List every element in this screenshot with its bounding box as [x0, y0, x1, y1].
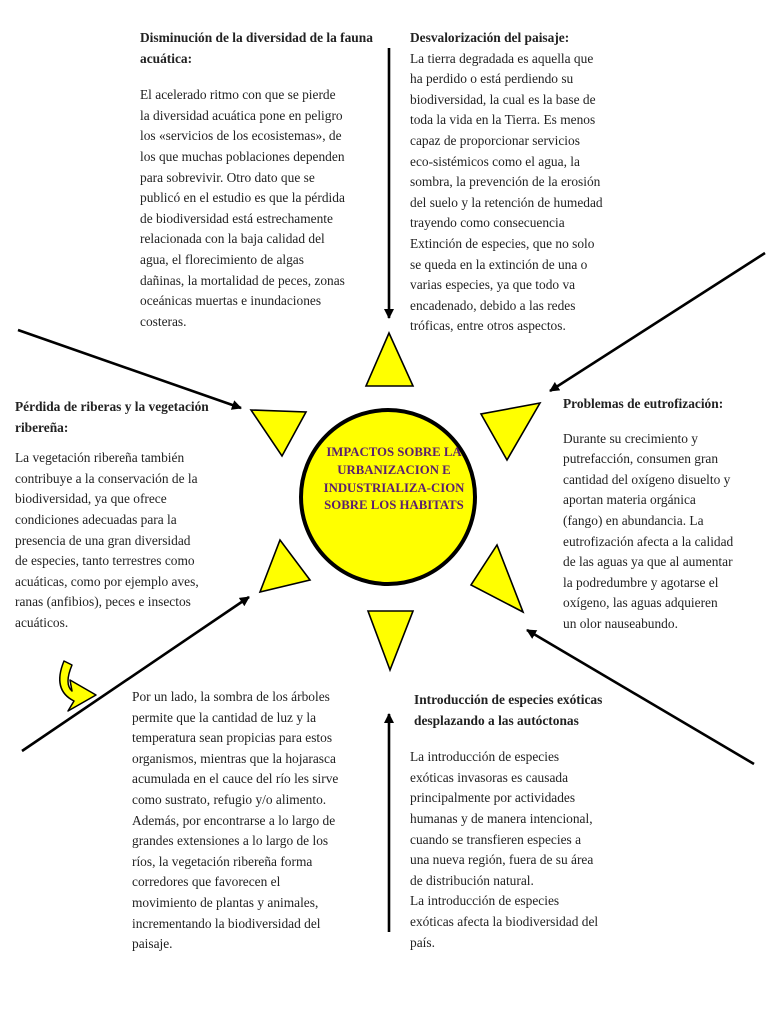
section-eutrophication-heading: Problemas de eutrofización: [563, 396, 724, 411]
sun-ray-upper-left [251, 410, 306, 456]
section-eutrophication-body: Durante su crecimiento y putrefacción, consumen gran cantidad del oxígeno disuelto y aportan materia orgánica (fango) en abundancia. La eutrofización afecta a la calidad de las aguas ya que al aumentar la podredumbre y agotarse el oxígeno, las aguas adquieren un olor nauseabundo. [563, 430, 734, 631]
center-title: IMPACTOS SOBRE LA URBANIZACION E INDUSTRIALIZA-CION SOBRE LOS HABITATS [323, 445, 465, 513]
sun-ray-bottom [368, 611, 413, 670]
sun-ray-lower-left [260, 540, 310, 592]
section-riparian-body: La vegetación ribereña también contribuye a la conservación de la biodiversidad, ya que ofrece condiciones adecuadas para la presencia de una gran diversidad de especies, tanto terrestres como acuáticas, como por ejemplo aves, ranas (anfibios), peces e insectos acuáticos. [15, 450, 199, 630]
sun-ray-top [366, 333, 413, 386]
section-shade [132, 687, 382, 955]
section-eutrophication [563, 394, 763, 635]
section-aquatic-body: El acelerado ritmo con que se pierde la diversidad acuática pone en peligro los «servicios de los ecosistemas», de los que muchas poblaciones dependen para sobrevivir. Otro dato que se publicó en el estudio es que la pérdida de biodiversidad está estrechamente relacionada con la baja calidad del agua, el florecimiento de algas dañinas, la mortalidad de peces, zonas oceánicas muertas e inundaciones costeras. [140, 87, 345, 329]
section-shade-body: Por un lado, la sombra de los árboles permite que la cantidad de luz y la temperatura sean propicias para estos organismos, mientras que la hojarasca acumulada en el cauce del río les sirve como sustrato, refugio y/o alimento. Además, por encontrarse a lo largo de grandes extensiones a lo largo de los ríos, la vegetación ribereña forma corredores que favorecen el movimiento de plantas y animales, incrementando la biodiversidad del paisaje. [132, 689, 339, 952]
section-riparian [15, 397, 240, 634]
sun-ray-lower-right [471, 545, 523, 612]
section-landscape-body: La tierra degradada es aquella que ha perdido o está perdiendo su biodiversidad, la cual es la base de toda la vida en la Tierra. Es menos capaz de proporcionar servicios eco-sistémicos como el agua, la sombra, la prevención de la erosión del suelo y la retención de humedad trayendo como consecuencia Extinción de especies, que no solo se queda en la extinción de una o varias especies, ya que todo va encadenado, debido a las redes tróficas, entre otros aspectos. [410, 50, 603, 334]
section-landscape-heading: Desvalorización del paisaje: [410, 30, 570, 45]
section-exotic-heading: Introducción de especies exóticas desplazando a las autóctonas [414, 692, 603, 728]
sun-ray-upper-right [481, 403, 540, 460]
section-exotic-body: La introducción de especies exóticas invasoras es causada principalmente por actividades humanas y de manera intencional, cuando se transfieren especies a una nueva región, fuera de su área de distribución natural. La introducción de especies exóticas afecta la biodiversidad del país. [410, 749, 599, 950]
section-aquatic-heading: Disminución de la diversidad de la fauna acuática: [140, 30, 373, 66]
section-exotic [410, 690, 635, 953]
section-aquatic [140, 28, 378, 332]
section-landscape [410, 28, 635, 337]
section-riparian-heading: Pérdida de riberas y la vegetación ribereña: [15, 399, 209, 435]
